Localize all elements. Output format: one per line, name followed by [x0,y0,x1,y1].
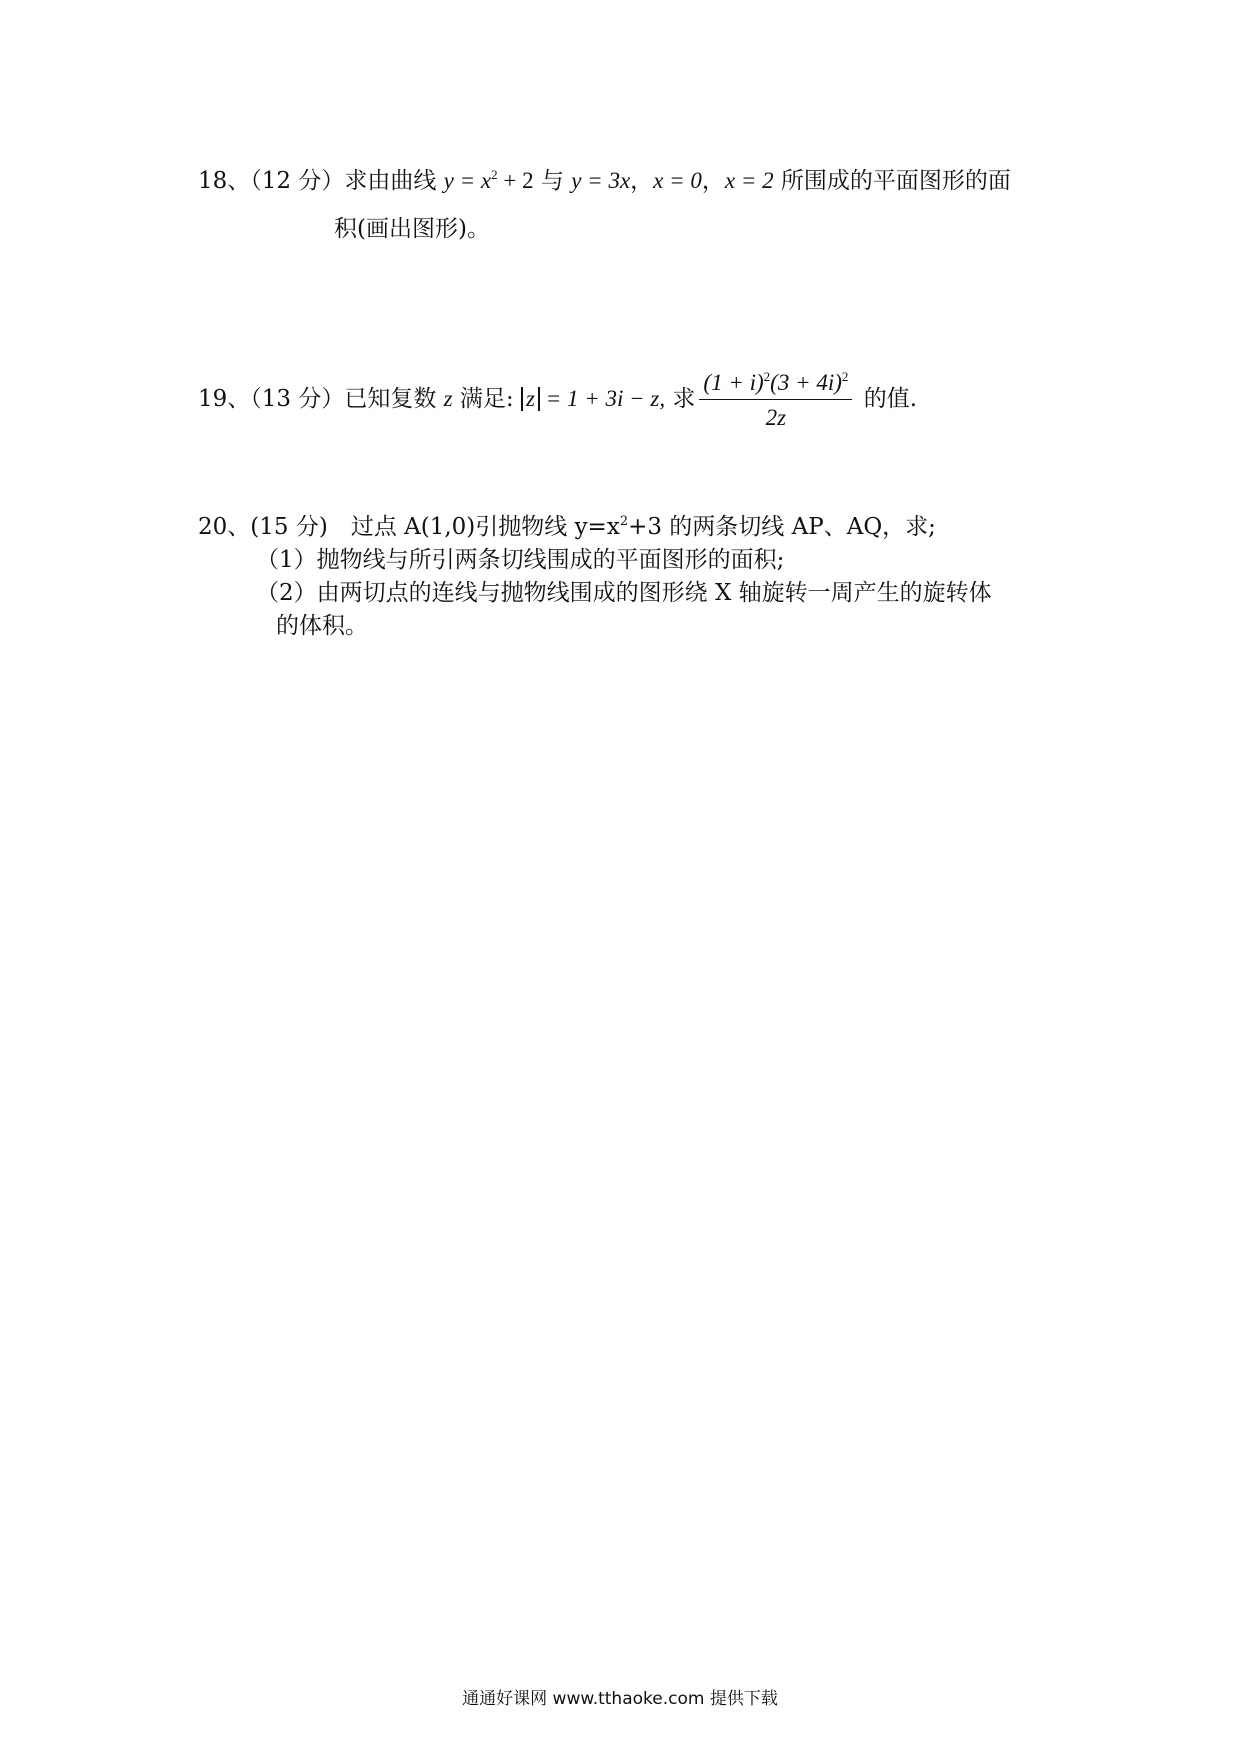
question-text: 求由曲线 [344,168,444,194]
question-19-line [198,364,917,434]
question-points: （12 分） [250,168,345,194]
formula-bound-2: x = 2 [724,168,774,193]
question-20-part-2-continued: 的体积。 [276,613,368,639]
question-text: 与 [533,168,572,194]
punctuation: ， [630,168,654,194]
question-number: 20、 [198,514,251,540]
formula-bound-1: x = 0 [653,168,702,193]
question-points: (15 分) [250,514,328,540]
question-20-line-1 [198,512,936,542]
footer-source: 通通好课网 www.tthaoke.com 提供下载 [462,1689,778,1709]
question-20-part-2: （2）由两切点的连线与抛物线围成的图形绕 X 轴旋转一周产生的旋转体 [256,580,992,606]
question-18-line-2: 积(画出图形)。 [334,216,490,242]
question-text: 满足: [452,386,521,412]
absolute-value: z [521,387,540,411]
question-text: 的值. [856,386,918,412]
question-text: 所围成的平面图形的面 [773,168,1011,194]
formula-equation: z = 1 + 3i − z, [521,386,665,411]
formula-curve-2: y = 3x [571,168,631,193]
punctuation: ， [701,168,725,194]
question-20-part-1: （1）抛物线与所引两条切线围成的平面图形的面积; [256,547,785,573]
exponent: 2 [619,514,629,529]
question-text: 求 [665,386,696,412]
formula-variable: z [443,386,453,411]
question-18-line-1 [198,166,1011,196]
formula-fraction: $\frac{(1 + i)^2(3 + 4i)^2}{2z}$ [699,369,852,432]
question-text: 过点 A(1,0)引抛物线 y=x [327,514,620,540]
question-number: 19、 [198,386,251,412]
question-points: （13 分） [250,386,345,412]
question-number: 18、 [198,168,251,194]
formula-curve-1: $y = x^2 + 2$ [443,167,534,193]
question-text: 已知复数 [344,386,444,412]
question-text: +3 的两条切线 AP、AQ，求; [628,514,936,540]
